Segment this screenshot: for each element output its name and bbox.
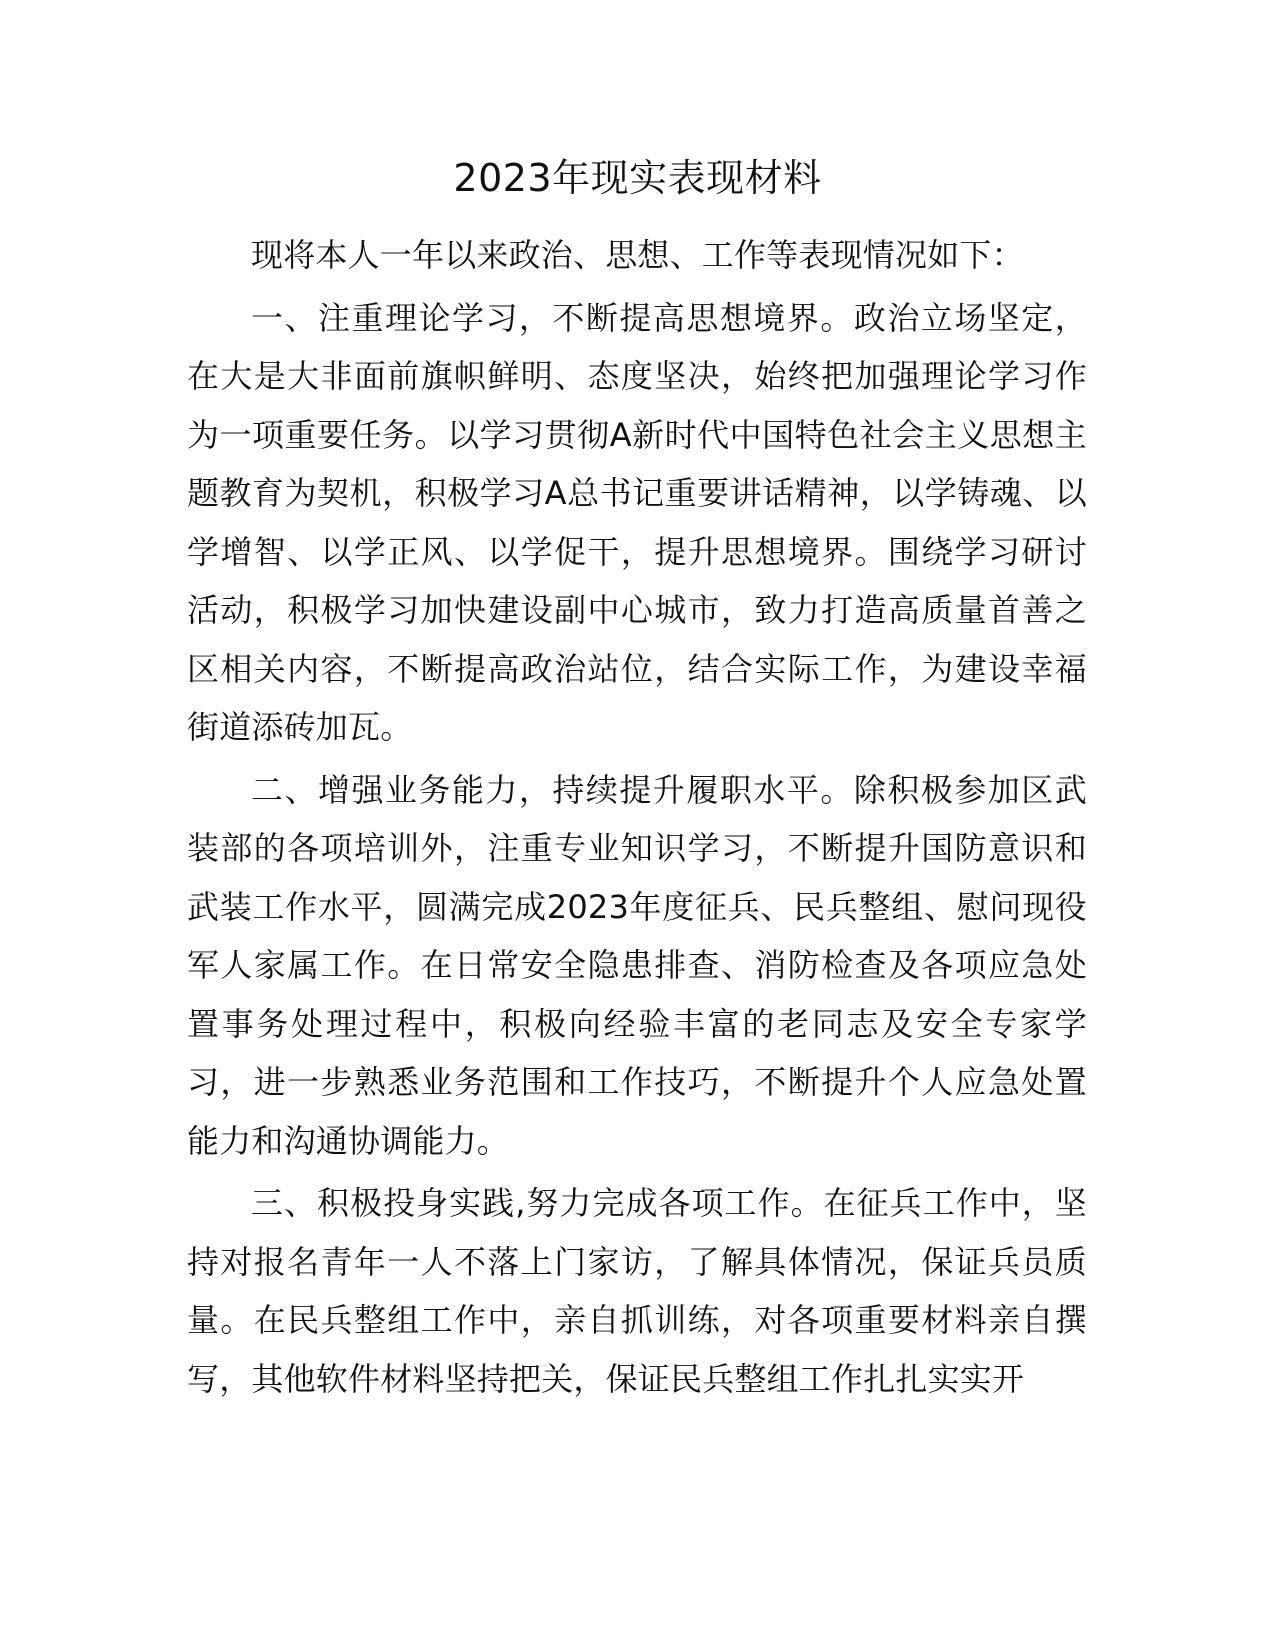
section-1-paragraph: 一、注重理论学习，不断提高思想境界。政治立场坚定，在大是大非面前旗帜鲜明、态度坚决，始终把加强理论学习作为一项重要任务。以学习贯彻A新时代中国特色社会主义思想主题教育为契机，积极学习A总书记重要讲话精神，以学铸魂、以学增智、以学正风、以学促干，提升思想境界。围绕学习研讨活动，积极学习加快建设副中心城市，致力打造高质量首善之区相关内容，不断提高政治站位，结合实际工作，为建设幸福街道添砖加瓦。	[187, 298, 1087, 746]
intro-paragraph: 现将本人一年以来政治、思想、工作等表现情况如下：	[251, 236, 1024, 274]
section-3-paragraph: 三、积极投身实践,努力完成各项工作。在征兵工作中，坚持对报名青年一人不落上门家访，了解具体情况，保证兵员质量。在民兵整组工作中，亲自抓训练，对各项重要材料亲自撰写，其他软件材料坚持把关，保证民兵整组工作扎扎实实开	[187, 1184, 1087, 1398]
document-title: 2023年现实表现材料	[453, 156, 822, 200]
document-body	[187, 226, 1087, 1408]
section-2-paragraph: 二、增强业务能力，持续提升履职水平。除积极参加区武装部的各项培训外，注重专业知识学习，不断提升国防意识和武装工作水平，圆满完成2023年度征兵、民兵整组、慰问现役军人家属工作。在日常安全隐患排查、消防检查及各项应急处置事务处理过程中，积极向经验丰富的老同志及安全专家学习，进一步熟悉业务范围和工作技巧，不断提升个人应急处置能力和沟通协调能力。	[187, 770, 1087, 1160]
